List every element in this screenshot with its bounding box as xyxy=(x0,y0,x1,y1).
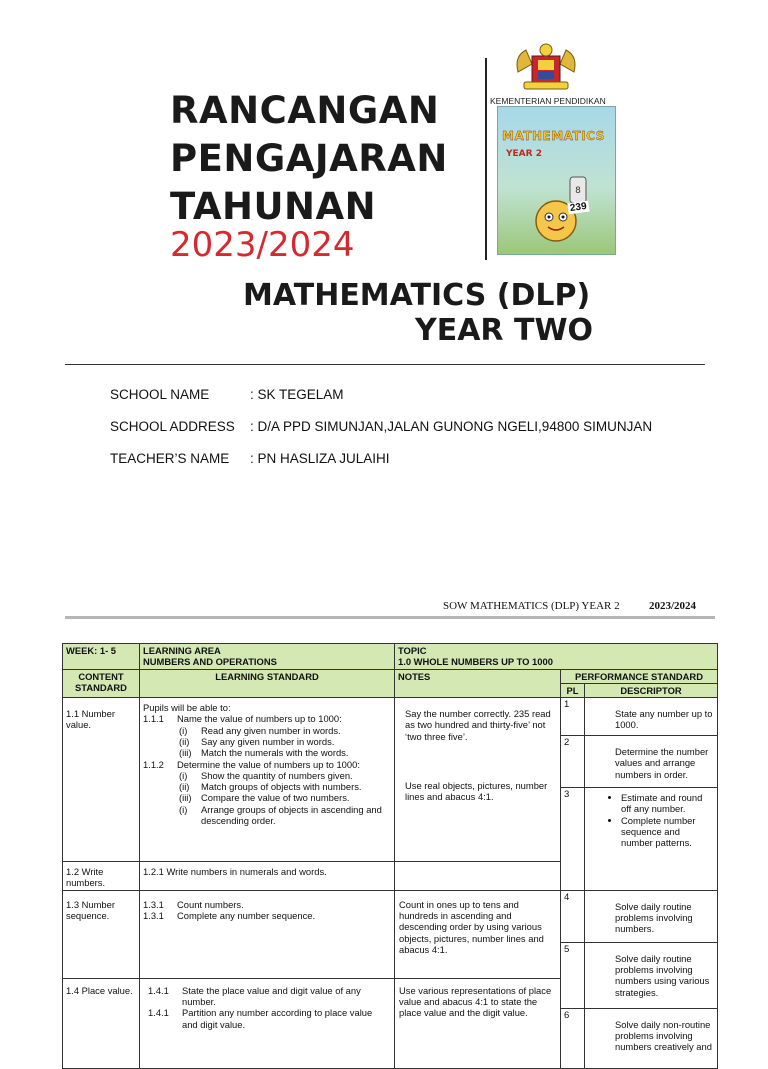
descriptor-header: DESCRIPTOR xyxy=(585,683,718,697)
descriptor-3-item: • Complete number sequence and number patterns. xyxy=(621,815,713,849)
sow-header-right: 2023/2024 xyxy=(649,600,697,612)
learning-standard-1-1: Pupils will be able to: 1.1.1 Name the value of numbers up to 1000: (i) Read any given number in words. (ii) Say any given number in words. (iii) Match the numerals with the words. 1.1.2 Determine the value of numbers up to 1000: (i) Show the quantity of numbers given. (ii) Match groups of objects with numbers. (iii) Compare the value of two numbers. (i) Arrange groups of objects in ascending and descending order. xyxy=(140,698,395,862)
school-name-value: : SK TEGELAM xyxy=(250,387,344,402)
content-standard-1-3: 1.3 Number sequence. xyxy=(63,890,140,978)
subject-line-2: YEAR TWO xyxy=(415,313,594,348)
teacher-name-row xyxy=(110,451,390,466)
pl-6: 6 xyxy=(561,1008,585,1068)
pl-header: PL xyxy=(561,683,585,697)
notes-1-3: Count in ones up to tens and hundreds in ascending and descending order by using various objects, pictures, number lines and abacus 4:1. xyxy=(395,890,561,978)
cover-divider xyxy=(65,364,705,365)
notes-1-4: Use various representations of place value and abacus 4:1 to state the place value and the digit value. xyxy=(395,978,561,1068)
title-line-2: PENGAJARAN xyxy=(170,137,448,180)
sow-header-left: SOW MATHEMATICS (DLP) YEAR 2 xyxy=(443,600,620,612)
teacher-name-label: TEACHER’S NAME xyxy=(110,451,230,466)
descriptor-2: Determine the number values and arrange numbers in order. xyxy=(585,736,718,788)
scheme-of-work-table xyxy=(62,643,718,1069)
pl-1: 1 xyxy=(561,698,585,736)
sow-header-rule xyxy=(65,616,715,619)
learning-standard-1-2: 1.2.1 Write numbers in numerals and words. xyxy=(140,862,395,891)
ministry-label: KEMENTERIAN PENDIDIKAN xyxy=(490,96,606,106)
descriptor-6: Solve daily non-routine problems involving numbers creatively and xyxy=(585,1008,718,1068)
content-standard-header: CONTENT STANDARD xyxy=(63,669,140,698)
teacher-name-value: : PN HASLIZA JULAIHI xyxy=(250,451,390,466)
pl-5: 5 xyxy=(561,942,585,1008)
descriptor-3-item: • Estimate and round off any number. xyxy=(621,792,713,815)
notes-1-1: Say the number correctly. 235 read as two hundred and thirty-five’ not ‘two three five’. Use real objects, pictures, number lines and abacus 4:1. xyxy=(395,698,561,862)
book-year: YEAR 2 xyxy=(506,149,542,159)
book-badge: 239 xyxy=(569,200,588,215)
descriptor-5: Solve daily routine problems involving numbers using various strategies. xyxy=(585,942,718,1008)
descriptor-4: Solve daily routine problems involving numbers. xyxy=(585,890,718,942)
title-line-1: RANCANGAN xyxy=(170,89,440,132)
cover-year: 2023/2024 xyxy=(170,225,355,265)
learning-standard-1-4: 1.4.1 State the place value and digit value of any number. 1.4.1 Partition any number according to place value and digit value. xyxy=(140,978,395,1068)
textbook-cover-image xyxy=(497,106,616,255)
content-standard-1-1: 1.1 Number value. xyxy=(63,698,140,862)
school-address-row xyxy=(110,419,652,434)
divider-vertical xyxy=(485,58,487,260)
content-standard-1-4: 1.4 Place value. xyxy=(63,978,140,1068)
pl-3: 3 xyxy=(561,788,585,891)
learning-standard-header: LEARNING STANDARD xyxy=(140,669,395,698)
performance-standard-header: PERFORMANCE STANDARD xyxy=(561,669,718,683)
topic-cell: TOPIC 1.0 WHOLE NUMBERS UP TO 1000 xyxy=(395,644,718,670)
pl-4: 4 xyxy=(561,890,585,942)
learning-standard-1-3: 1.3.1 Count numbers. 1.3.1 Complete any number sequence. xyxy=(140,890,395,978)
school-address-value: : D/A PPD SIMUNJAN,JALAN GUNONG NGELI,94800 SIMUNJAN xyxy=(250,419,653,434)
title-line-3: TAHUNAN xyxy=(170,185,377,228)
descriptor-3 xyxy=(585,788,718,891)
crest-logo xyxy=(512,42,580,94)
school-address-label: SCHOOL ADDRESS xyxy=(110,419,235,434)
book-title: MATHEMATICS xyxy=(502,129,605,143)
learning-area-cell: LEARNING AREA NUMBERS AND OPERATIONS xyxy=(140,644,395,670)
week-cell: WEEK: 1- 5 xyxy=(63,644,140,670)
svg-text:8: 8 xyxy=(575,186,581,196)
subject-line-1: MATHEMATICS (DLP) xyxy=(243,278,591,313)
descriptor-1: State any number up to 1000. xyxy=(585,698,718,736)
content-standard-1-2: 1.2 Write numbers. xyxy=(63,862,140,891)
notes-1-2 xyxy=(395,862,561,891)
school-name-row xyxy=(110,387,344,402)
school-name-label: SCHOOL NAME xyxy=(110,387,210,402)
notes-header: NOTES xyxy=(395,669,561,698)
pl-2: 2 xyxy=(561,736,585,788)
